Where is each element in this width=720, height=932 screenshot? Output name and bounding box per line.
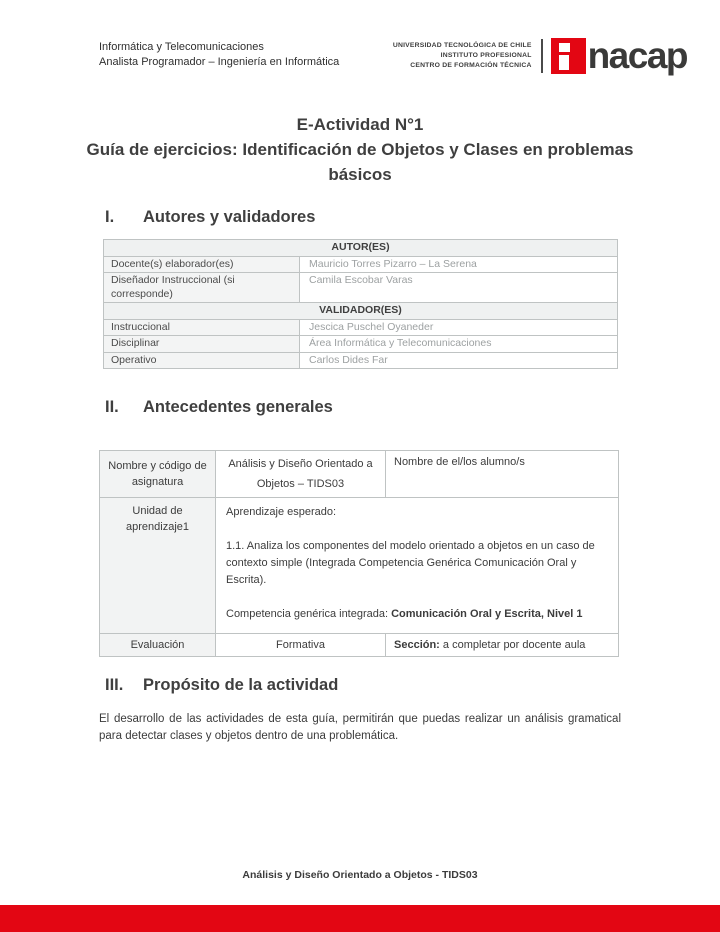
section-numeral: III. <box>105 676 124 694</box>
table-row <box>104 273 618 303</box>
row-value: Camila Escobar Varas <box>300 273 618 303</box>
footer-red-bar <box>0 905 720 932</box>
section-numeral: II. <box>105 398 119 416</box>
table-row <box>104 319 618 336</box>
row-label: Disciplinar <box>104 336 300 353</box>
program-area: Informática y Telecomunicaciones <box>99 41 264 53</box>
expected-learning-title: Aprendizaje esperado: <box>226 506 337 518</box>
title-line-2: Guía de ejercicios: Identificación de Objetos y Clases en problemas básicos <box>86 140 634 184</box>
inacap-logo-mark-icon <box>551 38 586 74</box>
generic-competence-bold: Comunicación Oral y Escrita, Nivel 1 <box>391 608 583 620</box>
authors-validators-table <box>103 239 618 369</box>
row-label: Evaluación <box>100 634 216 657</box>
section-heading-general <box>105 398 333 417</box>
footer-course-label: Análisis y Diseño Orientado a Objetos - TIDS03 <box>242 869 478 881</box>
row-value: Área Informática y Telecomunicaciones <box>300 336 618 353</box>
inacap-logo <box>551 35 687 76</box>
table-row <box>100 451 619 498</box>
purpose-paragraph: El desarrollo de las actividades de esta guía, permitirán que puedas realizar un análisis gramatical para detectar clases y objetos dentro de una problemática. <box>99 713 621 742</box>
institution-header <box>392 35 687 76</box>
inacap-wordmark: nacap <box>587 35 687 76</box>
row-label: Docente(s) elaborador(es) <box>104 256 300 273</box>
table-row <box>104 303 618 320</box>
table-row <box>100 498 619 634</box>
row-value: Carlos Dides Far <box>300 352 618 369</box>
row-label: Operativo <box>104 352 300 369</box>
row-value: Mauricio Torres Pizarro – La Serena <box>300 256 618 273</box>
institution-line: INSTITUTO PROFESIONAL <box>440 52 532 59</box>
validators-group-header: VALIDADOR(ES) <box>104 303 618 320</box>
section-title: Propósito de la actividad <box>143 676 339 694</box>
generic-competence-line: Competencia genérica integrada: Comunicación Oral y Escrita, Nivel 1 <box>226 608 583 620</box>
institution-line: CENTRO DE FORMACIÓN TÉCNICA <box>410 62 532 69</box>
students-label: Nombre de el/los alumno/s <box>386 451 619 498</box>
row-label: Nombre y código de asignatura <box>100 451 216 498</box>
course-name: Análisis y Diseño Orientado a Objetos – TIDS03 <box>216 451 386 498</box>
program-career: Analista Programador – Ingeniería en Informática <box>99 56 340 68</box>
row-label: Unidad de aprendizaje1 <box>100 498 216 634</box>
general-info-table <box>99 450 619 657</box>
program-header <box>99 40 339 70</box>
table-row <box>104 336 618 353</box>
row-value: Jescica Puschel Oyaneder <box>300 319 618 336</box>
title-line-1: E-Actividad N°1 <box>296 115 424 134</box>
row-label: Diseñador Instruccional (si corresponde) <box>104 273 300 303</box>
authors-group-header: AUTOR(ES) <box>104 240 618 257</box>
section-title: Autores y validadores <box>143 208 316 226</box>
section-cell-label: Sección: <box>394 639 440 651</box>
learning-outcome-cell <box>216 498 619 634</box>
institution-line: UNIVERSIDAD TECNOLÓGICA DE CHILE <box>392 42 532 49</box>
section-cell-value: a completar por docente aula <box>439 639 586 651</box>
section-heading-purpose <box>105 676 338 695</box>
table-row <box>104 256 618 273</box>
header-divider <box>541 39 543 73</box>
section-heading-authors <box>105 208 315 227</box>
section-cell <box>386 634 619 657</box>
table-row <box>104 352 618 369</box>
row-label: Instruccional <box>104 319 300 336</box>
document-title <box>80 112 640 187</box>
expected-learning-body: 1.1. Analiza los componentes del modelo orientado a objetos en un caso de contexto simple (Integrada Competencia Genérica Comunicación Oral y Escrita). <box>226 540 595 586</box>
section-numeral: I. <box>105 208 115 226</box>
institution-names <box>393 41 532 71</box>
evaluation-type: Formativa <box>216 634 386 657</box>
section-title: Antecedentes generales <box>143 398 333 416</box>
table-row <box>104 240 618 257</box>
table-row <box>100 634 619 657</box>
